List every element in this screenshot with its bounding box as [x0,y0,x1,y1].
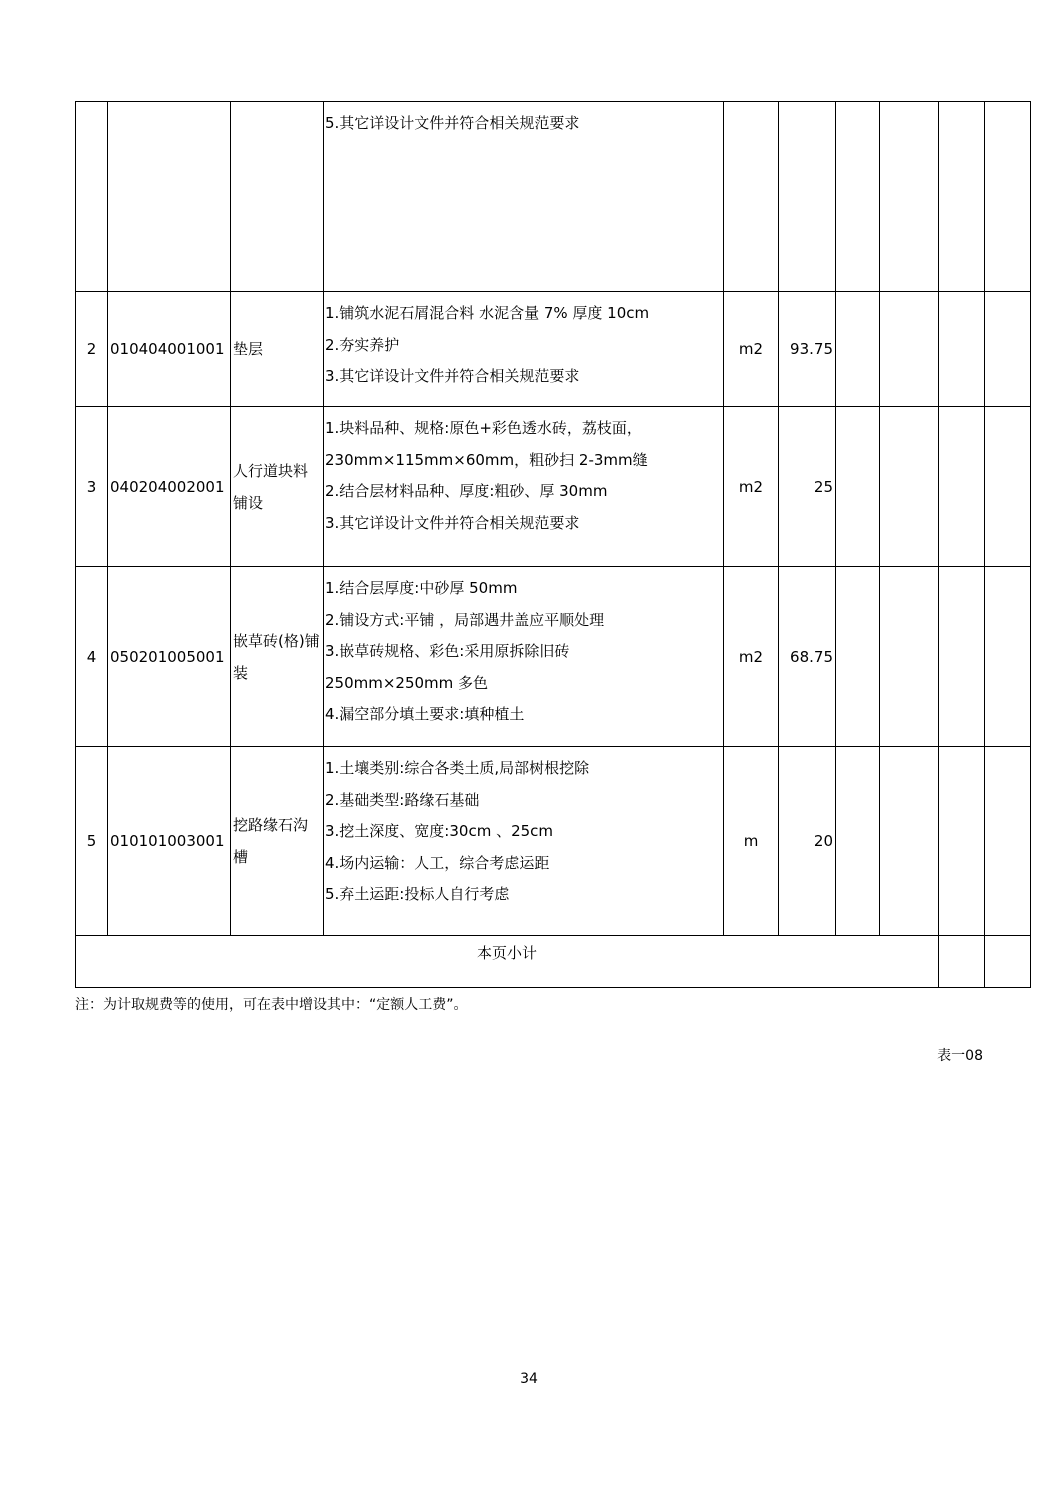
empty-cell [880,567,939,747]
item-code: 010101003001 [108,747,231,936]
description-line: 2.夯实养护 [325,335,400,354]
description-line: 5.其它详设计文件并符合相关规范要求 [325,114,580,132]
table-note: 注：为计取规费等的使用，可在表中增设其中：“定额人工费”。 [75,997,468,1013]
empty-cell [939,567,985,747]
item-description [324,567,724,747]
description-line: 2.铺设方式:平铺 ，局部遇井盖应平顺处理 [325,610,605,629]
empty-cell [985,292,1031,407]
description-line: 4.场内运输：人工，综合考虑运距 [325,853,550,872]
empty-cell [880,747,939,936]
subtotal-cell [939,936,985,988]
empty-cell [985,747,1031,936]
quantity: 93.75 [779,292,836,407]
description-line: 1.块料品种、规格:原色+彩色透水砖，荔枝面， [325,419,642,437]
item-description [324,747,724,936]
empty-cell [939,407,985,567]
description-line: 2.基础类型:路缘石基础 [325,790,480,809]
description-line: 230mm×115mm×60mm，粗砂扫 2-3mm缝 [325,450,648,469]
empty-cell [836,102,880,292]
empty-cell [939,102,985,292]
table-row [76,567,1031,747]
unit: m2 [724,407,779,567]
description-line: 1.铺筑水泥石屑混合料 水泥含量 7% 厚度 10cm [325,304,650,322]
empty-cell [836,407,880,567]
unit: m2 [724,567,779,747]
table-row [76,407,1031,567]
quantity: 20 [779,747,836,936]
empty-cell [985,102,1031,292]
unit [724,102,779,292]
description-line: 4.漏空部分填土要求:填种植土 [325,705,525,723]
empty-cell [985,567,1031,747]
item-description [324,102,724,292]
item-name: 嵌草砖(格)铺装 [231,567,324,747]
quantity: 68.75 [779,567,836,747]
empty-cell [836,292,880,407]
table-row [76,102,1031,292]
description-line: 1.结合层厚度:中砂厚 50mm [325,579,518,597]
page-number: 34 [520,1371,538,1387]
description-line: 2.结合层材料品种、厚度:粗砂、厚 30mm [325,482,608,500]
description-line: 3.其它详设计文件并符合相关规范要求 [325,367,580,385]
subtotal-row [76,936,1031,988]
empty-cell [836,567,880,747]
empty-cell [880,407,939,567]
unit: m2 [724,292,779,407]
empty-cell [985,407,1031,567]
empty-cell [880,102,939,292]
item-name: 人行道块料铺设 [231,407,324,567]
row-number: 5 [76,747,108,936]
item-code [108,102,231,292]
item-name: 垫层 [231,292,324,407]
description-line: 3.挖土深度、宽度:30cm 、25cm [325,822,554,840]
row-number: 3 [76,407,108,567]
row-number: 4 [76,567,108,747]
quantity [779,102,836,292]
description-line: 3.嵌草砖规格、彩色:采用原拆除旧砖 [325,642,570,660]
item-description [324,407,724,567]
item-code: 040204002001 [108,407,231,567]
description-line: 3.其它详设计文件并符合相关规范要求 [325,513,580,532]
table-row [76,747,1031,936]
item-name: 挖路缘石沟槽 [231,747,324,936]
subtotal-cell [985,936,1031,988]
row-number [76,102,108,292]
form-number: 表一08 [937,1048,983,1064]
item-code: 010404001001 [108,292,231,407]
empty-cell [939,292,985,407]
unit: m [724,747,779,936]
description-line: 5.弃土运距:投标人自行考虑 [325,885,510,903]
empty-cell [836,747,880,936]
empty-cell [939,747,985,936]
empty-cell [880,292,939,407]
item-description [324,292,724,407]
description-line: 1.土壤类别:综合各类土质,局部树根挖除 [325,759,590,777]
table-row [76,292,1031,407]
row-number: 2 [76,292,108,407]
description-line: 250mm×250mm 多色 [325,673,489,692]
subtotal-label: 本页小计 [76,936,939,988]
quantity: 25 [779,407,836,567]
item-code: 050201005001 [108,567,231,747]
bill-of-quantities-table [75,101,1031,988]
item-name [231,102,324,292]
